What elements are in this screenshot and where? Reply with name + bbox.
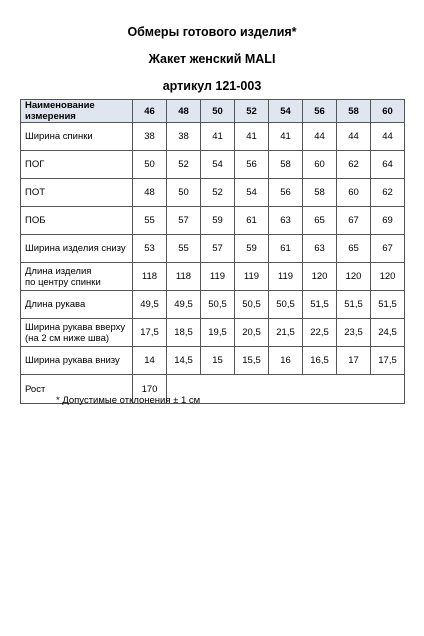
empty-merged-cell [167,375,405,404]
value-cell: 15 [201,347,235,375]
value-cell: 54 [235,179,269,207]
table-row [21,319,405,347]
header-size-cell: 52 [235,100,269,123]
footnote: * Допустимые отклонения ± 1 см [56,395,201,406]
measurement-name-line: по центру спинки [25,276,101,288]
value-cell: 20,5 [235,319,269,347]
measurement-name-line: Рост [25,383,46,395]
header-name-cell: Наименование измерения [21,100,133,123]
value-cell: 60 [303,151,337,179]
value-cell: 44 [337,123,371,151]
table-row [21,263,405,291]
value-cell: 14 [133,347,167,375]
product-name: Жакет женский MALI [148,52,276,66]
value-cell: 65 [303,207,337,235]
value-cell: 52 [167,151,201,179]
value-cell: 17 [337,347,371,375]
table-row [21,235,405,263]
measurement-name-line: Ширина спинки [25,131,93,142]
measurement-name-line: ПОГ [25,159,45,170]
table-row [21,347,405,375]
value-cell: 18,5 [167,319,201,347]
value-cell: 44 [371,123,405,151]
value-cell: 51,5 [337,291,371,319]
measurement-name-cell [21,151,133,179]
measurement-name-cell [21,123,133,151]
value-cell: 22,5 [303,319,337,347]
article-number: артикул 121-003 [162,79,262,93]
value-cell: 50,5 [235,291,269,319]
table-row [21,291,405,319]
value-cell: 14,5 [167,347,201,375]
value-cell: 50 [167,179,201,207]
value-cell: 118 [133,263,167,291]
value-cell: 67 [337,207,371,235]
header-size-cell: 58 [337,100,371,123]
measurement-name-cell [21,319,133,347]
value-cell: 53 [133,235,167,263]
document-title: Обмеры готового изделия* [127,25,297,39]
value-cell: 58 [269,151,303,179]
measurement-name-line: Длина изделия [25,265,92,277]
value-cell: 48 [133,179,167,207]
value-cell: 59 [201,207,235,235]
value-cell: 19,5 [201,319,235,347]
value-cell: 52 [201,179,235,207]
value-cell: 120 [337,263,371,291]
value-cell: 56 [235,151,269,179]
value-cell: 17,5 [133,319,167,347]
value-cell: 44 [303,123,337,151]
value-cell: 21,5 [269,319,303,347]
value-cell: 17,5 [371,347,405,375]
header-size-cell: 46 [133,100,167,123]
value-cell: 63 [269,207,303,235]
value-cell: 62 [371,179,405,207]
measurement-name-line: Ширина рукава вверху [25,321,126,333]
value-cell: 55 [133,207,167,235]
value-cell: 41 [235,123,269,151]
value-cell: 64 [371,151,405,179]
value-cell: 67 [371,235,405,263]
value-cell: 63 [303,235,337,263]
value-cell: 49,5 [133,291,167,319]
value-cell: 49,5 [167,291,201,319]
value-cell: 16 [269,347,303,375]
value-cell: 119 [235,263,269,291]
table-row [21,207,405,235]
value-cell: 118 [167,263,201,291]
value-cell: 56 [269,179,303,207]
header-size-cell: 56 [303,100,337,123]
value-cell: 55 [167,235,201,263]
header-size-cell: 50 [201,100,235,123]
value-cell: 57 [167,207,201,235]
measurement-name-cell [21,263,133,291]
measurement-name-cell [21,207,133,235]
value-cell: 65 [337,235,371,263]
value-cell: 50,5 [269,291,303,319]
value-cell: 23,5 [337,319,371,347]
value-cell: 16,5 [303,347,337,375]
value-cell: 170 [133,375,167,404]
value-cell: 60 [337,179,371,207]
value-cell: 51,5 [371,291,405,319]
value-cell: 24,5 [371,319,405,347]
value-cell: 58 [303,179,337,207]
value-cell: 41 [201,123,235,151]
table-row [21,123,405,151]
header-size-cell: 54 [269,100,303,123]
value-cell: 15,5 [235,347,269,375]
measurement-name-cell [21,347,133,375]
measurement-name-line: Длина рукава [25,299,86,310]
header-size-cell: 60 [371,100,405,123]
measurement-name-line: (на 2 см ниже шва) [25,332,110,344]
value-cell: 61 [269,235,303,263]
measurement-name-cell [21,291,133,319]
value-cell: 69 [371,207,405,235]
value-cell: 119 [201,263,235,291]
value-cell: 41 [269,123,303,151]
value-cell: 50,5 [201,291,235,319]
value-cell: 38 [167,123,201,151]
value-cell: 50 [133,151,167,179]
value-cell: 59 [235,235,269,263]
table-header-row [21,100,405,123]
value-cell: 61 [235,207,269,235]
measurement-name-line: ПОТ [25,187,46,198]
value-cell: 57 [201,235,235,263]
measurement-name-cell [21,179,133,207]
table-row [21,179,405,207]
header-size-cell: 48 [167,100,201,123]
value-cell: 62 [337,151,371,179]
value-cell: 120 [371,263,405,291]
measurements-table [20,99,405,404]
value-cell: 54 [201,151,235,179]
measurement-name-line: Ширина изделия снизу [25,243,126,254]
measurement-name-line: ПОБ [25,215,46,226]
table-row [21,151,405,179]
value-cell: 51,5 [303,291,337,319]
value-cell: 119 [269,263,303,291]
value-cell: 120 [303,263,337,291]
value-cell: 38 [133,123,167,151]
measurement-name-cell [21,235,133,263]
measurement-name-line: Ширина рукава внизу [25,355,120,366]
